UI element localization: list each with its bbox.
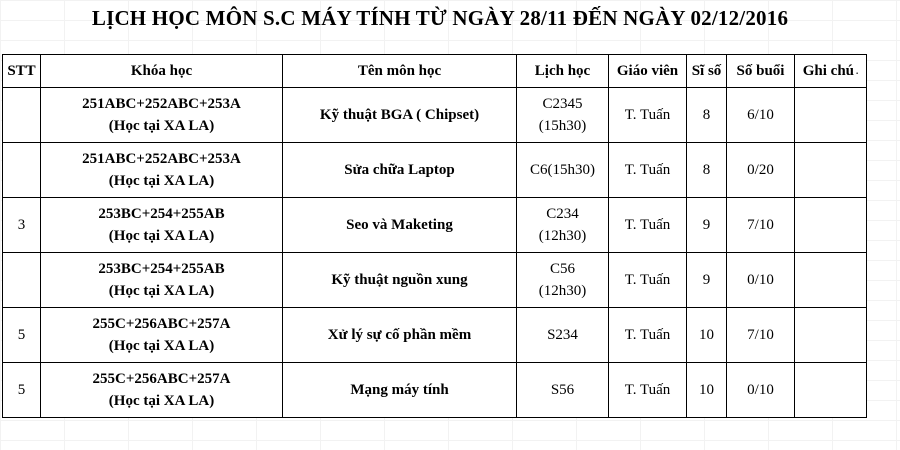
cell-so-buoi[interactable]: 0/10 xyxy=(727,253,795,308)
cell-so-buoi[interactable]: 7/10 xyxy=(727,198,795,253)
table-row xyxy=(3,88,867,143)
cell-ten-mon-hoc[interactable]: Seo và Maketing xyxy=(283,198,517,253)
cell-ghi-chu[interactable] xyxy=(795,88,867,143)
cell-so-buoi[interactable]: 0/10 xyxy=(727,363,795,418)
table-row xyxy=(3,143,867,198)
table-row xyxy=(3,198,867,253)
cell-si-so[interactable]: 10 xyxy=(687,308,727,363)
cell-si-so[interactable]: 10 xyxy=(687,363,727,418)
cell-ten-mon-hoc[interactable]: Kỹ thuật BGA ( Chipset) xyxy=(283,88,517,143)
cell-stt[interactable]: 3 xyxy=(3,198,41,253)
khoa-hoc-line-1: 255C+256ABC+257A xyxy=(92,371,231,387)
lich-hoc-line-2: (12h30) xyxy=(538,228,587,244)
cell-stt[interactable]: 5 xyxy=(3,363,41,418)
table-header-row xyxy=(3,55,867,88)
lich-hoc-line-1: S234 xyxy=(547,327,578,343)
cell-so-buoi[interactable]: 0/20 xyxy=(727,143,795,198)
khoa-hoc-line-2: (Học tại XA LA) xyxy=(108,118,215,134)
cell-lich-hoc[interactable] xyxy=(517,198,609,253)
table-row xyxy=(3,363,867,418)
khoa-hoc-line-2: (Học tại XA LA) xyxy=(108,173,215,189)
cell-ghi-chu[interactable] xyxy=(795,198,867,253)
cell-khoa-hoc[interactable] xyxy=(41,253,283,308)
table-row xyxy=(3,253,867,308)
header-ghi-chu-marker: . xyxy=(856,66,859,76)
cell-stt[interactable] xyxy=(3,143,41,198)
cell-stt[interactable] xyxy=(3,88,41,143)
khoa-hoc-line-1: 251ABC+252ABC+253A xyxy=(82,151,241,167)
cell-ghi-chu[interactable] xyxy=(795,143,867,198)
cell-giao-vien[interactable]: T. Tuấn xyxy=(609,253,687,308)
cell-si-so[interactable]: 8 xyxy=(687,88,727,143)
header-giao-vien[interactable]: Giáo viên xyxy=(609,55,687,88)
header-ghi-chu-label: Ghi chú xyxy=(802,63,855,79)
cell-khoa-hoc[interactable] xyxy=(41,143,283,198)
khoa-hoc-line-1: 253BC+254+255AB xyxy=(98,206,225,222)
cell-ghi-chu[interactable] xyxy=(795,363,867,418)
cell-ghi-chu[interactable] xyxy=(795,253,867,308)
cell-khoa-hoc[interactable] xyxy=(41,88,283,143)
table-row xyxy=(3,308,867,363)
cell-stt[interactable] xyxy=(3,253,41,308)
cell-ten-mon-hoc[interactable]: Sửa chữa Laptop xyxy=(283,143,517,198)
cell-lich-hoc[interactable] xyxy=(517,308,609,363)
cell-giao-vien[interactable]: T. Tuấn xyxy=(609,198,687,253)
cell-giao-vien[interactable]: T. Tuấn xyxy=(609,308,687,363)
lich-hoc-line-2: (15h30) xyxy=(538,118,587,134)
khoa-hoc-line-1: 251ABC+252ABC+253A xyxy=(82,96,241,112)
cell-ten-mon-hoc[interactable]: Xử lý sự cố phần mềm xyxy=(283,308,517,363)
cell-khoa-hoc[interactable] xyxy=(41,198,283,253)
header-so-buoi[interactable]: Số buổi xyxy=(727,55,795,88)
cell-lich-hoc[interactable] xyxy=(517,143,609,198)
cell-ten-mon-hoc[interactable]: Mạng máy tính xyxy=(283,363,517,418)
lich-hoc-line-1: C234 xyxy=(546,206,579,222)
header-lich-hoc[interactable]: Lịch học xyxy=(517,55,609,88)
cell-giao-vien[interactable]: T. Tuấn xyxy=(609,88,687,143)
khoa-hoc-line-1: 255C+256ABC+257A xyxy=(92,316,231,332)
cell-si-so[interactable]: 9 xyxy=(687,198,727,253)
khoa-hoc-line-2: (Học tại XA LA) xyxy=(108,283,215,299)
schedule-title: LỊCH HỌC MÔN S.C MÁY TÍNH TỪ NGÀY 28/11 ĐẾN NGÀY 02/12/2016 xyxy=(91,6,789,30)
cell-ten-mon-hoc[interactable]: Kỹ thuật nguồn xung xyxy=(283,253,517,308)
lich-hoc-line-2: (12h30) xyxy=(538,283,587,299)
cell-giao-vien[interactable]: T. Tuấn xyxy=(609,143,687,198)
cell-stt[interactable]: 5 xyxy=(3,308,41,363)
lich-hoc-line-1: S56 xyxy=(550,382,575,398)
header-khoa-hoc[interactable]: Khóa học xyxy=(41,55,283,88)
cell-so-buoi[interactable]: 7/10 xyxy=(727,308,795,363)
cell-si-so[interactable]: 8 xyxy=(687,143,727,198)
cell-lich-hoc[interactable] xyxy=(517,88,609,143)
schedule-table xyxy=(2,54,867,418)
cell-ghi-chu[interactable] xyxy=(795,308,867,363)
header-si-so[interactable]: Sĩ số xyxy=(687,55,727,88)
header-ten-mon-hoc[interactable]: Tên môn học xyxy=(283,55,517,88)
cell-si-so[interactable]: 9 xyxy=(687,253,727,308)
header-stt[interactable]: STT xyxy=(3,55,41,88)
cell-giao-vien[interactable]: T. Tuấn xyxy=(609,363,687,418)
header-ghi-chu[interactable] xyxy=(795,55,867,88)
cell-lich-hoc[interactable] xyxy=(517,363,609,418)
cell-so-buoi[interactable]: 6/10 xyxy=(727,88,795,143)
lich-hoc-line-1: C56 xyxy=(549,261,575,277)
lich-hoc-line-1: C6(15h30) xyxy=(530,162,595,178)
cell-lich-hoc[interactable] xyxy=(517,253,609,308)
cell-khoa-hoc[interactable] xyxy=(41,363,283,418)
khoa-hoc-line-2: (Học tại XA LA) xyxy=(108,228,215,244)
cell-khoa-hoc[interactable] xyxy=(41,308,283,363)
khoa-hoc-line-1: 253BC+254+255AB xyxy=(98,261,225,277)
khoa-hoc-line-2: (Học tại XA LA) xyxy=(108,338,215,354)
khoa-hoc-line-2: (Học tại XA LA) xyxy=(108,393,215,409)
lich-hoc-line-1: C2345 xyxy=(542,96,583,112)
